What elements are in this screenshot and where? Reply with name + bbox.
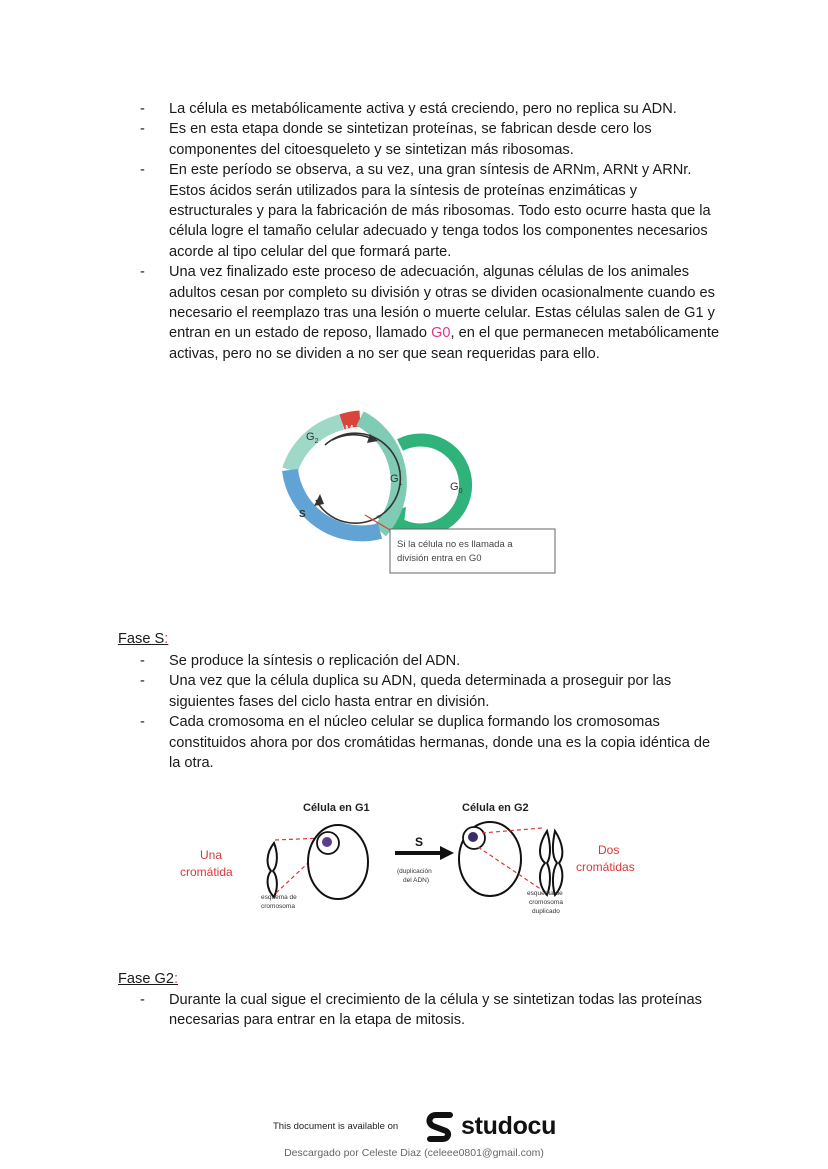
list-item-text: La célula es metabólicamente activa y está creciendo, pero no replica su ADN.: [169, 101, 677, 117]
list-item-text: Se produce la síntesis o replicación del ADN.: [169, 653, 461, 669]
bullet-dash: -: [140, 653, 145, 669]
m-segment: [342, 419, 360, 423]
cell-g1: [308, 825, 368, 899]
callout-text-2: división entra en G0: [397, 553, 482, 564]
list-item: [140, 651, 720, 671]
callout-box: [390, 529, 555, 573]
inner-arrow-top: [332, 435, 370, 440]
download-credit: Descargado por Celeste Diaz (celeee0801@gmail.com): [284, 1147, 544, 1159]
list-item: [140, 160, 720, 262]
list-item-text: En este período se observa, a su vez, una gran síntesis de ARNm, ARNt y ARNr. Estos ácidos serán utilizados para la síntesis de proteínas enzimáticas y estructurales y para la fabricación de más ribosomas. Todo esto ocurre hasta que la célula logre el tamaño celular adecuado y tenga todos los componentes necesarios acorde al tipo celular del que formará parte.: [169, 162, 711, 260]
s-arrowhead: [440, 846, 454, 860]
g0-highlight: G0: [431, 325, 451, 342]
scheme-right-2: cromosoma: [529, 899, 563, 906]
available-text: This document is available on: [273, 1121, 399, 1132]
bullet-dash: -: [140, 264, 145, 281]
inner-cycle-arrow: [316, 433, 400, 523]
scheme-right-3: duplicado: [532, 908, 560, 915]
s-label: S: [299, 509, 306, 520]
s-segment: [290, 470, 380, 533]
chromatin-g1: [322, 837, 332, 847]
studocu-logo-icon: [424, 1111, 458, 1145]
label-cromatidas: cromátidas: [576, 860, 635, 874]
list-item: [140, 990, 720, 1031]
list-item-text-end: , en el que permanecen metabólicamente activas, pero no se dividen a no ser que sean requeridas para ello.: [169, 325, 720, 362]
m-label: M: [345, 424, 354, 435]
list-item: [140, 262, 720, 364]
bullet-dash: -: [140, 714, 145, 731]
list-item-text: Cada cromosoma en el núcleo celular se duplica formando los cromosomas constituidos ahora por dos cromátidas hermanas, donde una es la copia idéntica de la otra.: [169, 714, 711, 772]
arrow-label: S: [415, 835, 424, 849]
scheme-left-2: cromosoma: [261, 903, 295, 910]
list-item-text: Una vez que la célula duplica su ADN, queda determinada a proseguir por las siguientes fases del ciclo hasta entrar en división.: [169, 673, 672, 710]
arrow-note-1: (duplicación: [397, 868, 432, 875]
label-cromatida: cromátida: [180, 865, 233, 879]
list-item-text: Durante la cual sigue el crecimiento de la célula y se sintetizan todas las proteínas necesarias para entrar en la etapa de mitosis.: [169, 992, 702, 1029]
list-item: [140, 119, 720, 160]
scheme-left-1: esquema de: [261, 894, 297, 901]
callout-text-1: Si la célula no es llamada a: [397, 539, 513, 550]
bullet-dash: -: [140, 673, 145, 690]
list-item-text: Es en esta etapa donde se sintetizan proteínas, se fabrican desde cero los componentes del citoesqueleto y se sintetizan más ribosomas.: [169, 121, 652, 158]
scheme-right-1: esquema de: [527, 890, 563, 897]
fase-s-bullet-list: [140, 651, 720, 773]
single-chromatid-icon: [268, 843, 277, 897]
fase-g2-bullet-list: [140, 990, 720, 1031]
label-una: Una: [200, 848, 223, 862]
bullet-dash: -: [140, 101, 145, 117]
chromosome-diagram: [170, 795, 660, 925]
g2-segment: [290, 422, 342, 470]
list-item: [140, 99, 720, 119]
fase-g2-heading: Fase G2:: [118, 971, 179, 987]
list-item-text: Una vez finalizado este proceso de adecuación, algunas células de los animales adultos cesan por completo su división y otras se dividen ocasionalmente cuando es necesario el reemplazo tras una lesión o muerte celular. Estas células salen de G1 y entran en un estado de reposo, llamado: [169, 264, 715, 342]
fase-s-heading: Fase S:: [118, 631, 169, 647]
cell-cycle-diagram: [280, 410, 565, 580]
bullet-dash: -: [140, 992, 145, 1008]
studocu-brand[interactable]: studocu: [461, 1112, 557, 1140]
bullet-dash: -: [140, 162, 145, 179]
arrow-note-2: del ADN): [403, 877, 430, 884]
duplicated-chromatid-left-icon: [540, 831, 550, 895]
g2-label: $G_2$: [306, 431, 319, 445]
g1-bullet-list: [140, 99, 720, 364]
title-g1: Célula en G1: [303, 802, 370, 814]
chromatin-g2: [468, 832, 478, 842]
duplicated-chromatid-right-icon: [553, 831, 562, 895]
studocu-footer: [0, 1111, 828, 1145]
bullet-dash: -: [140, 121, 145, 138]
list-item: [140, 712, 720, 773]
label-dos: Dos: [598, 843, 620, 857]
g1-label: $G_1$: [390, 473, 403, 487]
title-g2: Célula en G2: [462, 802, 529, 814]
inner-arrowhead: [314, 494, 324, 506]
g0-label: $G_0$: [450, 481, 463, 495]
list-item: [140, 671, 720, 712]
